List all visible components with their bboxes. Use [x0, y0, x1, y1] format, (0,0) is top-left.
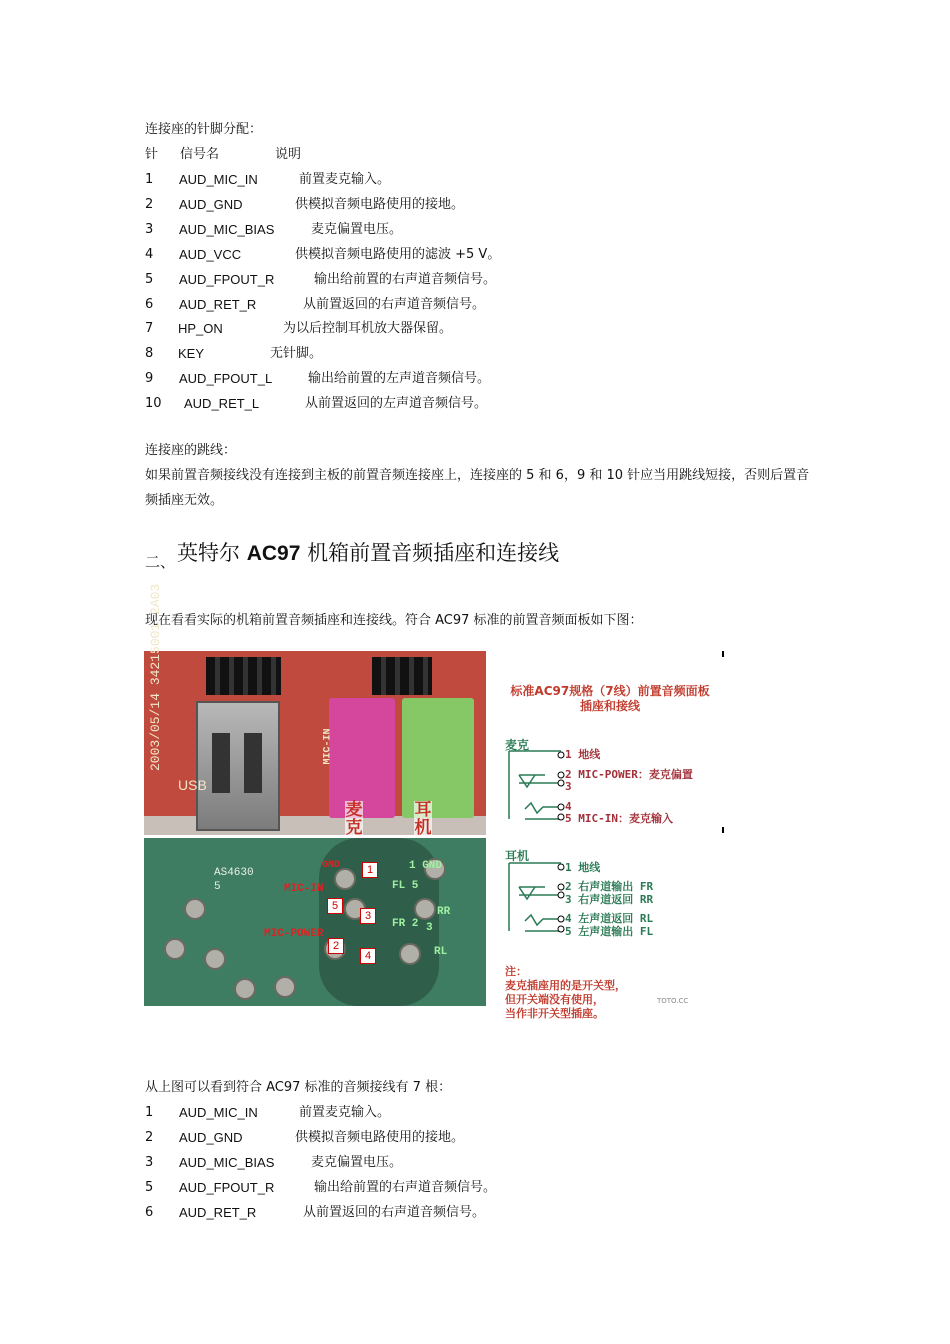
pin-number: 9 — [145, 371, 154, 386]
pin-number: 6 — [145, 297, 154, 312]
signal-name: AUD_FPOUT_L — [179, 371, 273, 386]
signal-desc: 麦克偏置电压。 — [311, 222, 403, 237]
intro-text: 现在看看实际的机箱前置音频插座和连接线。符合 AC97 标准的前置音频面板如下图： — [145, 613, 643, 628]
signal-desc: 供模拟音频电路使用的接地。 — [295, 1130, 465, 1145]
diagram-title: 标准AC97规格（7线）前置音频面板插座和接线 — [510, 684, 710, 713]
signal-desc: 供模拟音频电路使用的滤波 +5 V。 — [295, 247, 501, 262]
ac97-wiring-diagram — [487, 651, 724, 1020]
pin-num-box: 2 — [328, 938, 344, 954]
mic-label: 麦克 — [345, 800, 363, 838]
pin-number: 7 — [145, 321, 154, 336]
panel-photo-back — [144, 838, 486, 1006]
heading-number: 二、 — [145, 553, 176, 571]
signal-name: AUD_RET_L — [184, 396, 260, 411]
signal-name: AUD_MIC_BIAS — [179, 1155, 275, 1170]
headphone-jack — [402, 698, 474, 818]
signal-name: AUD_RET_R — [179, 1205, 257, 1220]
pin-num-box: 1 — [362, 862, 378, 878]
hp-jack-schematic — [505, 859, 565, 937]
signal-name: AUD_MIC_IN — [179, 172, 258, 187]
signal-name: AUD_FPOUT_R — [179, 272, 275, 287]
signal-desc: 前置麦克输入。 — [299, 1105, 391, 1120]
pin-number: 10 — [145, 396, 162, 411]
usb-silk-label: USB — [178, 777, 207, 793]
usb-slot — [244, 733, 262, 793]
signal-name: AUD_MIC_BIAS — [179, 222, 275, 237]
diagram-note: 注： 麦克插座用的是开关型， 但开关端没有使用， 当作非开关型插座。 — [505, 965, 626, 1020]
signal-desc: 从前置返回的右声道音频信号。 — [303, 1205, 486, 1220]
solder-pad — [234, 978, 256, 1000]
signal-desc: 为以后控制耳机放大器保留。 — [283, 321, 453, 336]
fr-label: FR 2 — [392, 918, 419, 930]
seven-wire-title: 从上图可以看到符合 AC97 标准的音频接线有 7 根： — [145, 1080, 452, 1095]
pin-number: 5 — [145, 272, 154, 287]
gnd-top-label: GND — [322, 860, 341, 871]
signal-name: AUD_FPOUT_R — [179, 1180, 275, 1195]
pin-num-box: 3 — [360, 908, 376, 924]
frame-mark — [722, 827, 724, 833]
headphone-label: 耳机 — [414, 800, 432, 838]
pin-number: 3 — [145, 222, 154, 237]
pin-number: 2 — [145, 197, 154, 212]
signal-name: AUD_GND — [179, 1130, 243, 1145]
signal-name: AUD_GND — [179, 197, 243, 212]
mic-in-label: MIC-IN — [284, 883, 324, 895]
pin-number: 6 — [145, 1205, 154, 1220]
pin-number: 4 — [145, 247, 154, 262]
solder-pad — [334, 868, 356, 890]
signal-desc: 前置麦克输入。 — [299, 172, 391, 187]
date-code: 2003/05/14 34215001 2A03 — [148, 583, 163, 771]
heading-post: 机箱前置音频插座和连接线 — [307, 541, 560, 565]
jumper-title: 连接座的跳线： — [145, 443, 237, 458]
solder-pad — [274, 976, 296, 998]
hp-section-title: 耳机 — [505, 849, 530, 863]
signal-desc: 从前置返回的左声道音频信号。 — [305, 396, 488, 411]
mic-in-silk: MIC-IN — [322, 728, 334, 765]
mic-pin-3: 3 — [565, 780, 572, 793]
signal-name: AUD_MIC_IN — [179, 1105, 258, 1120]
pin-number: 2 — [145, 1130, 154, 1145]
header-desc: 说明 — [275, 147, 302, 162]
mic-pin-1: 1 地线 — [565, 748, 601, 761]
signal-name: AUD_RET_R — [179, 297, 257, 312]
mic-power-label: MIC-POWER — [264, 928, 324, 940]
heading-ac97: AC97 — [246, 542, 301, 565]
mic-pin-4: 4 — [565, 800, 572, 813]
solder-pad — [399, 943, 421, 965]
pin-number: 5 — [145, 1180, 154, 1195]
solder-pad — [164, 938, 186, 960]
usb-slot — [212, 733, 230, 793]
hp-pin-2: 2 右声道输出 FR — [565, 880, 654, 893]
pin-number: 8 — [145, 346, 154, 361]
heading-pre: 英特尔 — [177, 541, 241, 565]
pin-header-left — [206, 657, 281, 695]
fl-label: FL 5 — [392, 880, 419, 892]
rl-label: RL — [434, 946, 448, 958]
pin3-label: 3 — [426, 922, 433, 934]
rr-label: RR — [437, 906, 451, 918]
hp-pin-3: 3 右声道返回 RR — [565, 893, 654, 906]
mic-section-title: 麦克 — [505, 738, 530, 752]
mic-pin-2: 2 MIC-POWER：麦克偏置 — [565, 768, 693, 781]
solder-pad — [204, 948, 226, 970]
signal-name: HP_ON — [178, 321, 223, 336]
header-pin: 针 — [145, 147, 159, 162]
signal-desc: 输出给前置的右声道音频信号。 — [314, 272, 497, 287]
pin-number: 1 — [145, 172, 154, 187]
signal-desc: 无针脚。 — [270, 346, 323, 361]
usb-port — [196, 701, 280, 831]
signal-desc: 从前置返回的右声道音频信号。 — [303, 297, 486, 312]
gnd-label: 1 GND — [409, 860, 443, 872]
mic-jack-schematic — [505, 747, 565, 825]
pin-assignment-title: 连接座的针脚分配： — [145, 122, 263, 137]
signal-desc: 麦克偏置电压。 — [311, 1155, 403, 1170]
pin-num-box: 5 — [327, 898, 343, 914]
section-heading — [145, 538, 559, 570]
pin-num-box: 4 — [360, 948, 376, 964]
diagram-footer: TOTO.CC — [657, 997, 689, 1005]
chip-label: AS4630 5 — [214, 867, 254, 893]
mic-pin-5: 5 MIC-IN：麦克输入 — [565, 812, 673, 825]
pin-number: 3 — [145, 1155, 154, 1170]
solder-pad — [414, 898, 436, 920]
signal-name: AUD_VCC — [179, 247, 242, 262]
signal-desc: 输出给前置的左声道音频信号。 — [308, 371, 491, 386]
hp-pin-1: 1 地线 — [565, 861, 601, 874]
solder-pad — [184, 898, 206, 920]
hp-pin-4: 4 左声道返回 RL — [565, 912, 654, 925]
pin-number: 1 — [145, 1105, 154, 1120]
pin-header-right — [372, 657, 432, 695]
jumper-text: 如果前置音频接线没有连接到主板的前置音频连接座上，连接座的 5 和 6，9 和 10 针应当用跳线短接，否则后置音频插座无效。 — [145, 468, 810, 508]
signal-desc: 供模拟音频电路使用的接地。 — [295, 197, 465, 212]
signal-desc: 输出给前置的右声道音频信号。 — [314, 1180, 497, 1195]
hp-pin-5: 5 左声道输出 FL — [565, 925, 654, 938]
frame-mark — [722, 651, 724, 657]
header-signal: 信号名 — [180, 147, 220, 162]
signal-name: KEY — [178, 346, 205, 361]
